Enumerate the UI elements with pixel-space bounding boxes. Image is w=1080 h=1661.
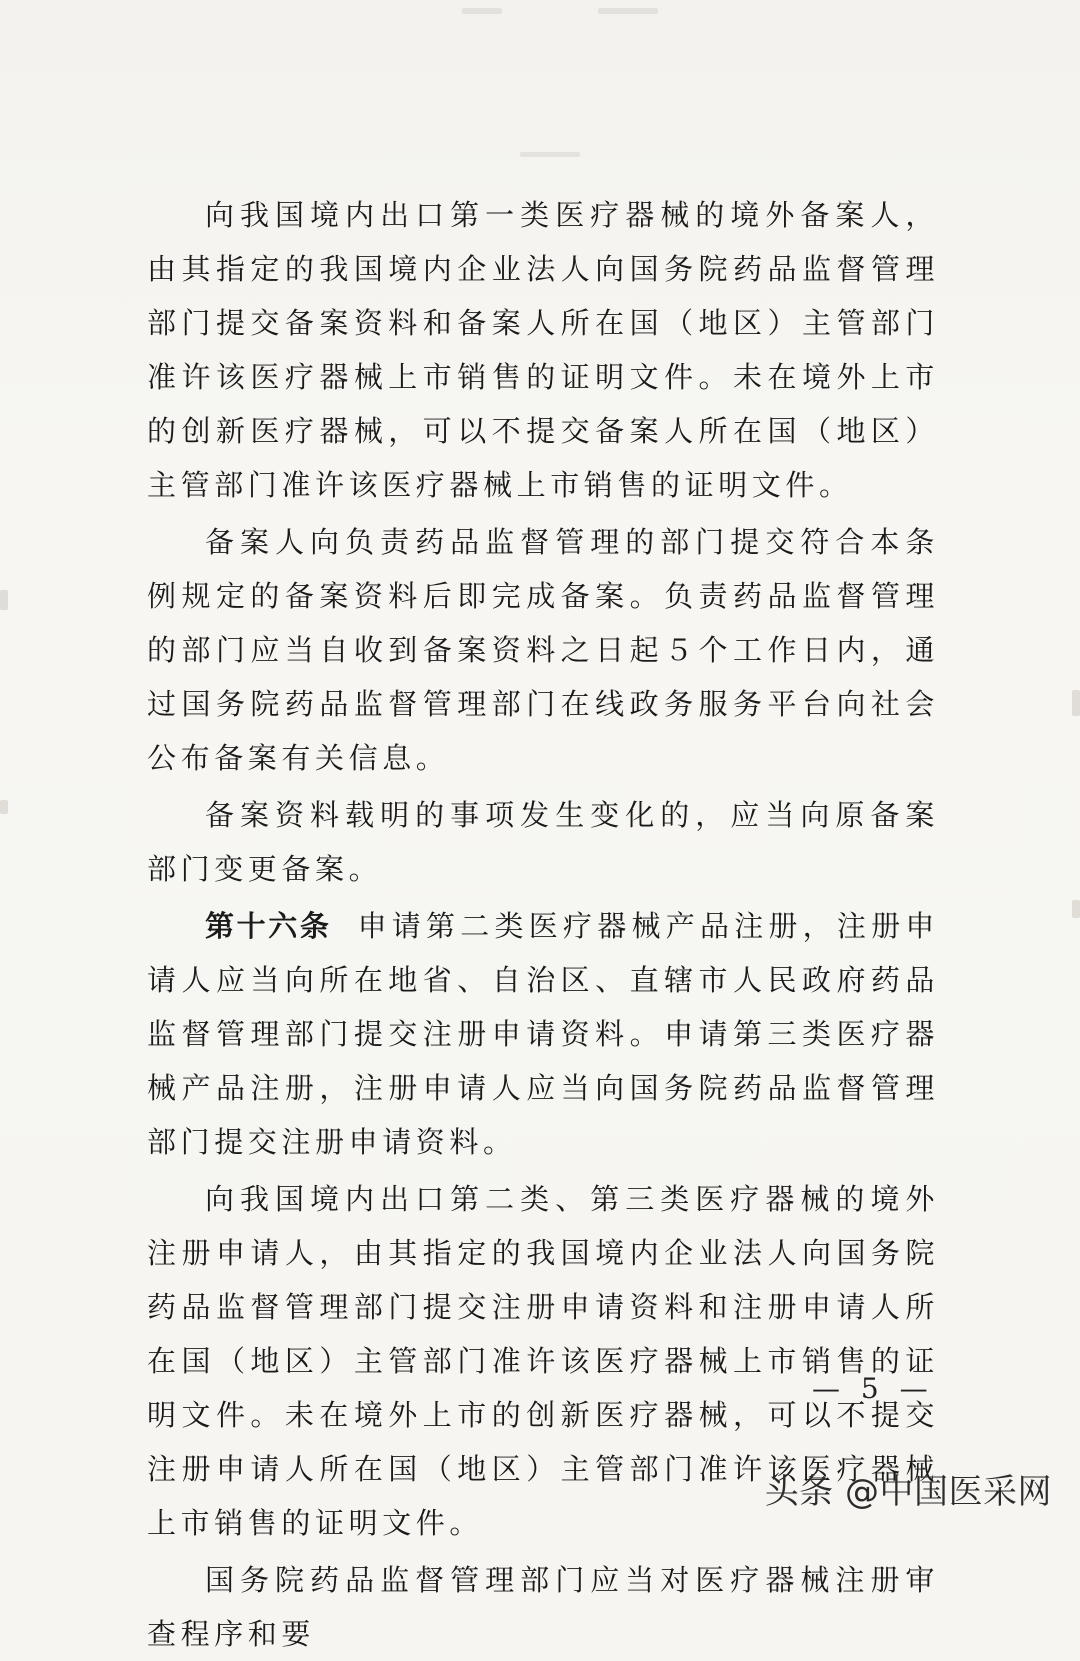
scan-edge-mark [0, 800, 8, 814]
scan-edge-mark [1072, 900, 1080, 918]
paragraph-filing-completion: 备案人向负责药品监督管理的部门提交符合本条例规定的备案资料后即完成备案。负责药品监督管理的部门应当自收到备案资料之日起５个工作日内，通过国务院药品监督管理部门在线政务服务平台向社会公布备案有关信息。 [147, 525, 939, 775]
scan-edge-mark [1072, 690, 1080, 716]
scan-edge-mark [0, 590, 8, 610]
regulation-body-text [147, 188, 939, 1661]
article-16-text: 申请第二类医疗器械产品注册，注册申请人应当向所在地省、自治区、直辖市人民政府药品监督管理部门提交注册申请资料。申请第三类医疗器械产品注册，注册申请人应当向国务院药品监督管理部门提交注册申请资料。 [147, 909, 939, 1159]
paragraph-filing-change: 备案资料载明的事项发生变化的，应当向原备案部门变更备案。 [147, 798, 939, 886]
paragraph-overseas-registrant: 向我国境内出口第二类、第三类医疗器械的境外注册申请人，由其指定的我国境内企业法人向国务院药品监督管理部门提交注册申请资料和注册申请人所在国（地区）主管部门准许该医疗器械上市销售的证明文件。未在境外上市的创新医疗器械，可以不提交注册申请人所在国（地区）主管部门准许该医疗器械上市销售的证明文件。 [147, 1182, 939, 1540]
paragraph-overseas-filer: 向我国境内出口第一类医疗器械的境外备案人，由其指定的我国境内企业法人向国务院药品监督管理部门提交备案资料和备案人所在国（地区）主管部门准许该医疗器械上市销售的证明文件。未在境外上市的创新医疗器械，可以不提交备案人所在国（地区）主管部门准许该医疗器械上市销售的证明文件。 [147, 198, 939, 502]
bleed-through-mark [520, 152, 580, 157]
article-number: 第十六条 [205, 909, 332, 943]
bleed-through-mark [598, 8, 658, 14]
paragraph-registration-review: 国务院药品监督管理部门应当对医疗器械注册审查程序和要 [147, 1563, 939, 1651]
article-16-paragraph [147, 899, 939, 1169]
bleed-through-mark [462, 8, 502, 14]
source-watermark: 头条 @中国医采网 [764, 1472, 1052, 1512]
page-number: — 5 — [812, 1372, 934, 1405]
